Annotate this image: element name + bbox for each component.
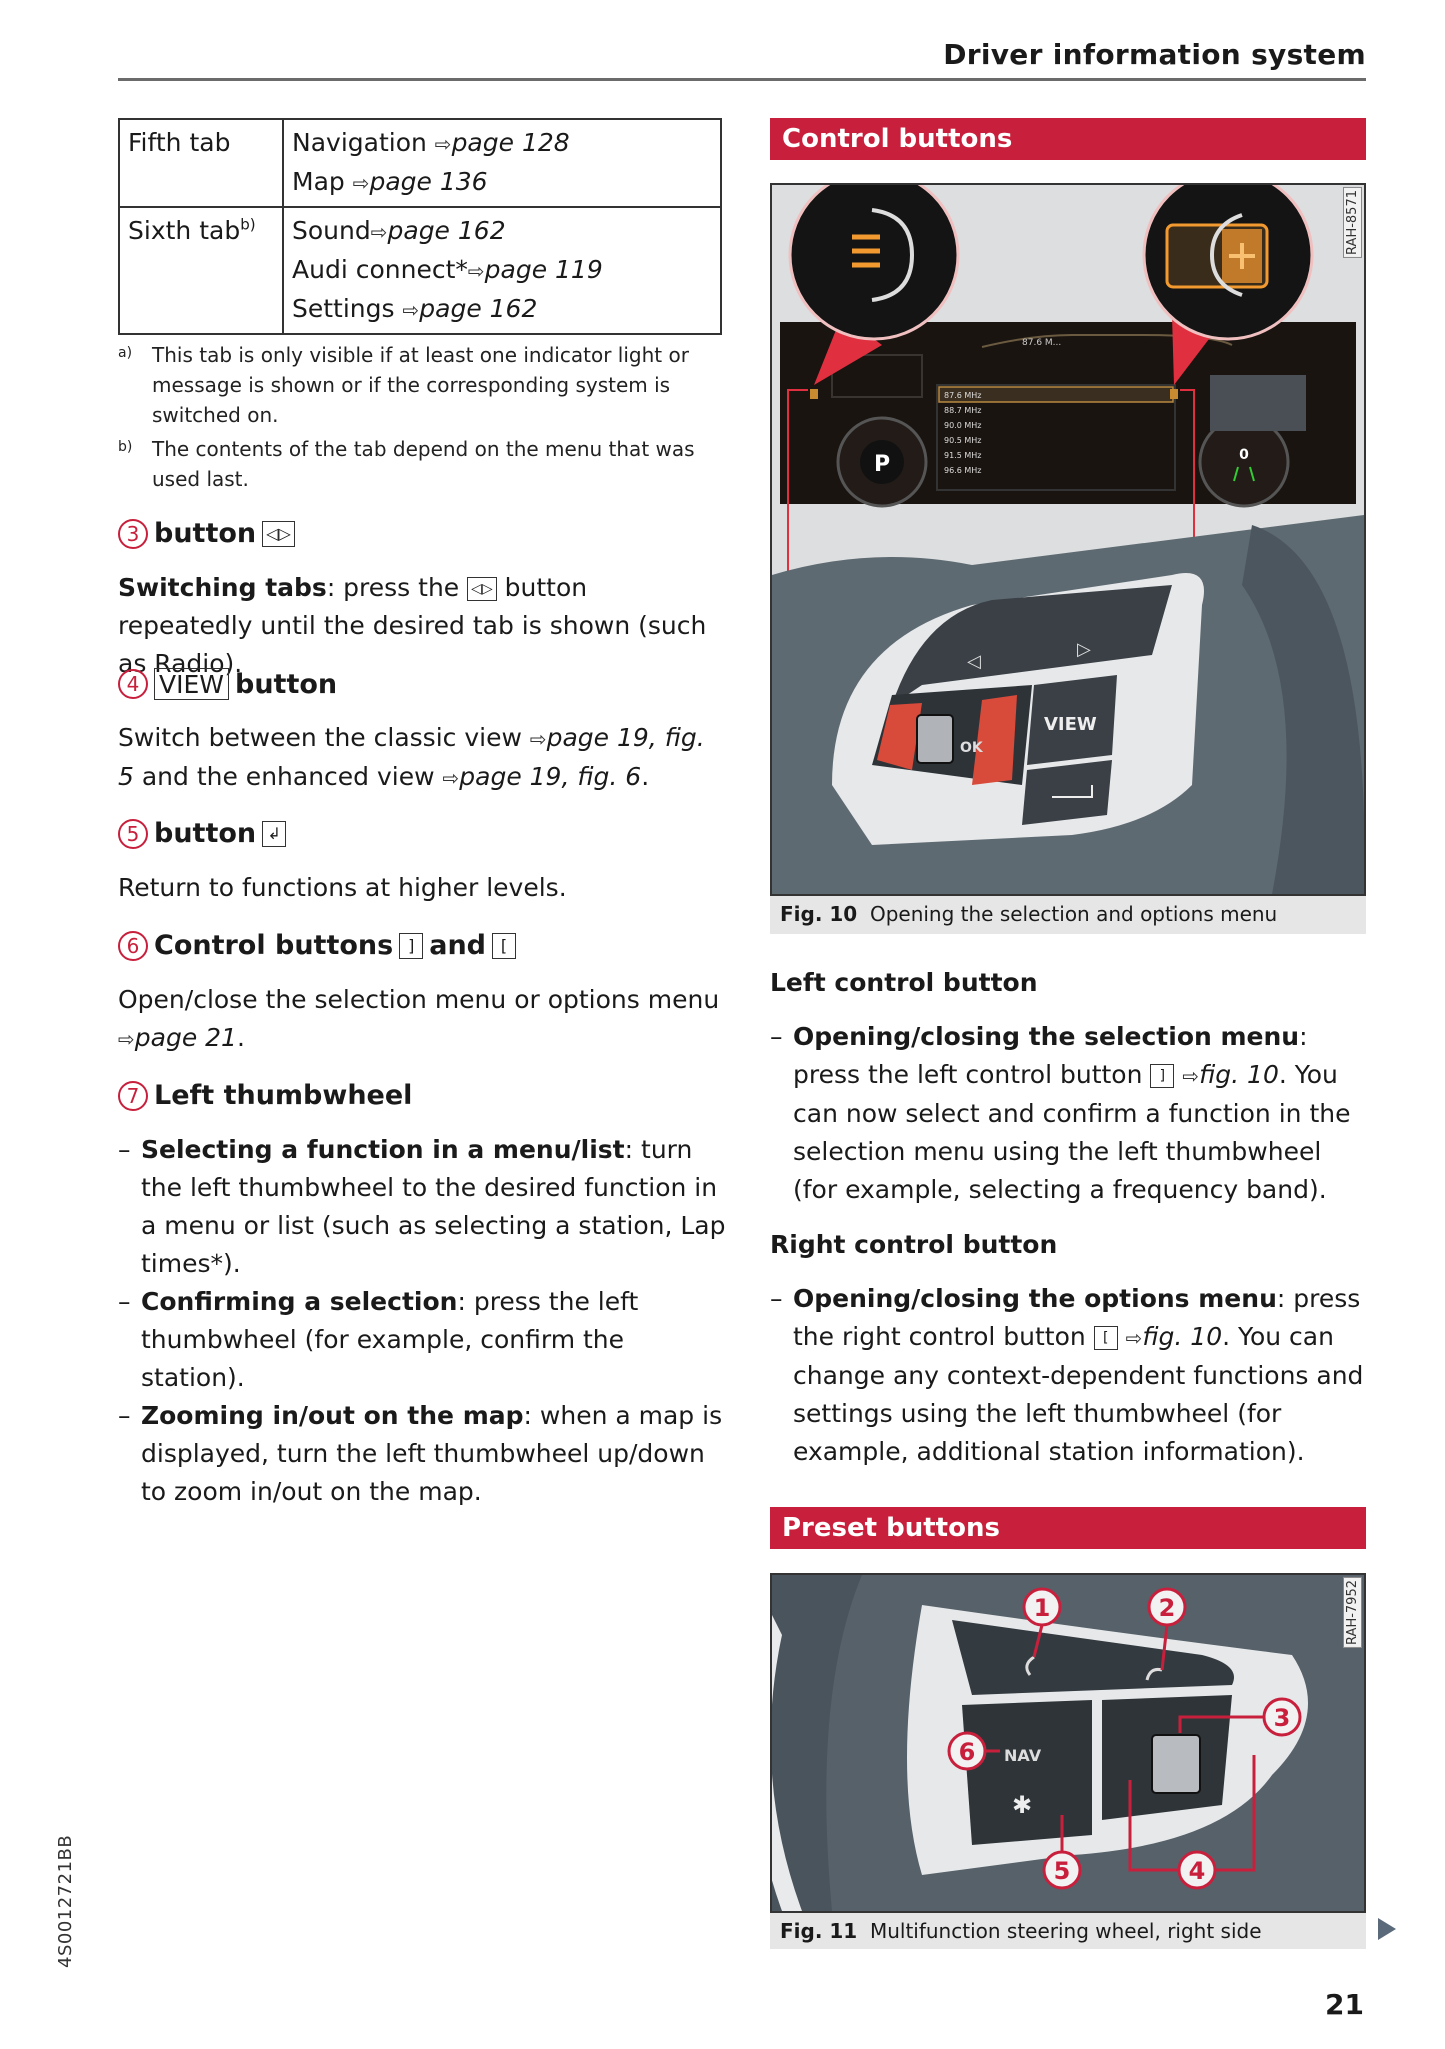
- table-cell-label: Sixth tab$^{b)}$: [119, 207, 283, 334]
- svg-text:0: 0: [1239, 447, 1249, 463]
- figure-id: RAH-7952: [1343, 1577, 1362, 1648]
- page-link[interactable]: page 19, fig. 6: [459, 762, 642, 791]
- svg-text:▷: ▷: [1077, 639, 1091, 660]
- arrow-icon: ⇨: [434, 132, 452, 156]
- section-5-heading: 5 button ↲: [118, 818, 286, 849]
- footnote-a: a) This tab is only visible if at least one indicator light or message is shown or if the corresponding system is switched on.: [118, 343, 689, 427]
- svg-text:91.5 MHz: 91.5 MHz: [944, 451, 982, 460]
- figure-10: [770, 183, 1366, 896]
- arrow-icon: ⇨: [402, 298, 420, 322]
- figure-11-caption: Fig. 11 Multifunction steering wheel, right side: [770, 1913, 1366, 1949]
- svg-text:✱: ✱: [1012, 1791, 1033, 1819]
- table-row: [119, 207, 721, 334]
- callout-number: 7: [118, 1081, 148, 1111]
- table-cell-entries: Sound⇨page 162 Audi connect*⇨page 119 Settings ⇨page 162: [283, 207, 721, 334]
- footnote-ref: b): [240, 215, 256, 234]
- steering-wheel-right-side-illustration: [772, 1575, 1364, 1911]
- page-link[interactable]: page 21: [134, 1023, 237, 1052]
- page-link[interactable]: page 119: [484, 255, 603, 284]
- arrow-icon: ⇨: [529, 727, 547, 751]
- arrow-icon: ⇨: [1125, 1326, 1143, 1350]
- table-cell-label: Fifth tab: [119, 119, 283, 207]
- figure-11: [770, 1573, 1366, 1913]
- figure-link[interactable]: fig. 10: [1142, 1322, 1223, 1351]
- right-control-button-heading: Right control button: [770, 1230, 1058, 1259]
- callout-number: 6: [118, 931, 148, 961]
- page-link[interactable]: page 19, fig. 5: [118, 723, 705, 791]
- arrow-icon: ⇨: [352, 171, 370, 195]
- right-control-key-icon: [: [492, 933, 516, 959]
- svg-text:90.5 MHz: 90.5 MHz: [944, 436, 982, 445]
- section-4-heading: 4 VIEW button: [118, 668, 337, 700]
- svg-text:88.7 MHz: 88.7 MHz: [944, 406, 982, 415]
- figure-id: RAH-8571: [1343, 187, 1362, 258]
- section-3-body: Switching tabs: press the ◁▷ button repeatedly until the desired tab is shown (such as Radio).: [118, 573, 707, 678]
- svg-text:2: 2: [1158, 1594, 1176, 1622]
- table-cell-entries: Navigation ⇨page 128 Map ⇨page 136: [283, 119, 721, 207]
- list-item: – Selecting a function in a menu/list: turn the left thumbwheel to the desired function in a menu or list (such as selecting a station, Lap times*).: [118, 1135, 726, 1278]
- document-code: 4S0012721BB: [55, 1834, 76, 1968]
- callout-number: 5: [118, 819, 148, 849]
- page-link[interactable]: page 136: [369, 167, 488, 196]
- svg-text:87.6 MHz: 87.6 MHz: [944, 391, 982, 400]
- page-header-title: Driver information system: [943, 38, 1366, 71]
- list-item: – Opening/closing the options menu: press the right control button [ ⇨fig. 10. You can change any context-dependent functions and settings using the left thumbwheel (for example, additional station information).: [770, 1284, 1364, 1466]
- continue-arrow-icon: [1378, 1918, 1396, 1940]
- left-control-button-body: [770, 1018, 1370, 1209]
- arrow-icon: ⇨: [118, 1027, 135, 1051]
- footnote-b: b) The contents of the tab depend on the menu that was used last.: [118, 437, 695, 491]
- figure-10-caption: Fig. 10 Opening the selection and options menu: [770, 896, 1366, 934]
- section-5-body: Return to functions at higher levels.: [118, 873, 567, 902]
- callout-number: 3: [118, 519, 148, 549]
- header-rule: [118, 78, 1366, 81]
- back-key-icon: ↲: [262, 821, 286, 847]
- list-item: – Zooming in/out on the map: when a map is displayed, turn the left thumbwheel up/down to zoom in/out on the map.: [118, 1401, 723, 1506]
- svg-text:96.6 MHz: 96.6 MHz: [944, 466, 982, 475]
- svg-text:VIEW: VIEW: [1044, 714, 1097, 735]
- page-link[interactable]: page 128: [451, 128, 570, 157]
- left-control-key-icon: ]: [1150, 1064, 1174, 1088]
- preset-buttons-heading: Preset buttons: [770, 1507, 1366, 1549]
- tab-switch-key-icon: ◁▷: [467, 577, 497, 601]
- section-6-heading: 6 Control buttons ] and [: [118, 930, 516, 961]
- tab-switch-key-icon: ◁▷: [262, 521, 295, 547]
- right-control-button-body: [770, 1280, 1370, 1471]
- tabs-table: [118, 118, 722, 335]
- steering-wheel-display-illustration: [772, 185, 1364, 894]
- page-link[interactable]: page 162: [387, 216, 506, 245]
- svg-text:6: 6: [958, 1738, 976, 1766]
- section-6-body: Open/close the selection menu or options menu ⇨page 21.: [118, 985, 720, 1052]
- svg-text:1: 1: [1033, 1594, 1051, 1622]
- section-3-heading: 3 button ◁▷: [118, 518, 295, 549]
- page-number: 21: [1325, 1988, 1364, 2021]
- callout-number: 4: [118, 669, 148, 699]
- figure-link[interactable]: fig. 10: [1199, 1060, 1279, 1089]
- svg-text:5: 5: [1053, 1857, 1071, 1885]
- page-link[interactable]: page 162: [419, 294, 538, 323]
- left-control-button-heading: Left control button: [770, 968, 1038, 997]
- svg-text:87.6 M...: 87.6 M...: [1022, 338, 1062, 348]
- svg-text:P: P: [873, 452, 891, 477]
- svg-text:NAV: NAV: [1004, 1746, 1042, 1765]
- svg-text:4: 4: [1188, 1857, 1206, 1885]
- arrow-icon: ⇨: [1182, 1064, 1200, 1088]
- view-key-icon: VIEW: [154, 668, 229, 700]
- svg-text:90.0 MHz: 90.0 MHz: [944, 421, 982, 430]
- arrow-icon: ⇨: [467, 259, 485, 283]
- arrow-icon: ⇨: [442, 766, 460, 790]
- arrow-icon: ⇨: [370, 220, 388, 244]
- svg-text:3: 3: [1273, 1704, 1291, 1732]
- list-item: – Opening/closing the selection menu: press the left control button ] ⇨fig. 10. You can now select and confirm a function in the selection menu using the left thumbwheel (for example, selecting a frequency band).: [770, 1022, 1351, 1204]
- section-7-heading: 7 Left thumbwheel: [118, 1080, 412, 1111]
- list-item: – Confirming a selection: press the left thumbwheel (for example, confirm the station).: [118, 1287, 639, 1392]
- control-buttons-heading: Control buttons: [770, 118, 1366, 160]
- table-row: [119, 119, 721, 207]
- right-control-key-icon: [: [1094, 1326, 1118, 1350]
- section-4-body: Switch between the classic view ⇨page 19, fig. 5 and the enhanced view ⇨page 19, fig. 6.: [118, 723, 705, 791]
- svg-text:◁: ◁: [967, 651, 981, 672]
- left-control-key-icon: ]: [399, 933, 423, 959]
- section-7-bullets: [118, 1131, 728, 1511]
- svg-text:OK: OK: [960, 740, 983, 756]
